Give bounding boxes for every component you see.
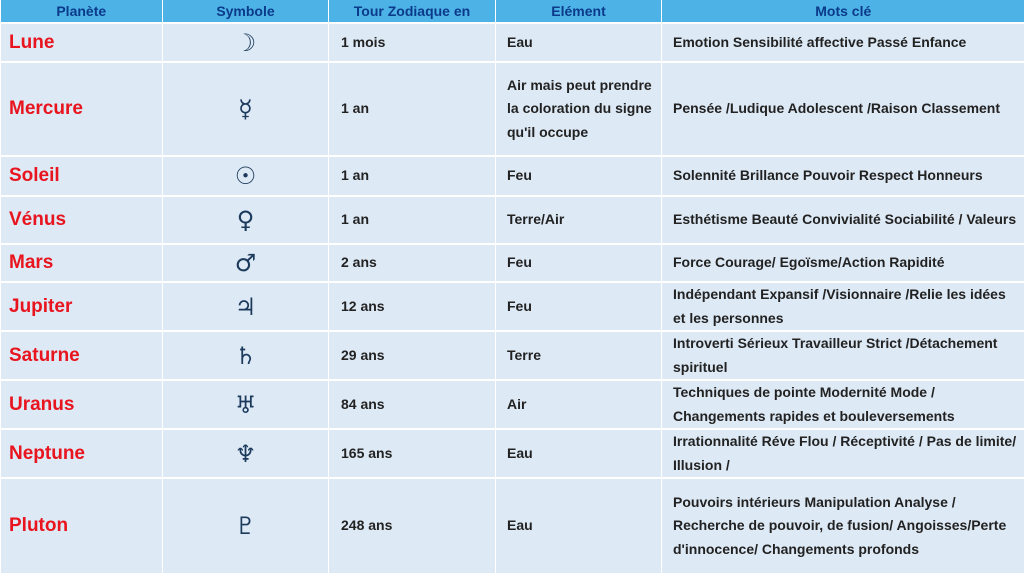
table-row [1,23,1024,62]
table-row [1,244,1024,282]
table-row [1,156,1024,196]
uranus-icon: ♅ [163,380,329,429]
element: Terre/Air [496,196,662,244]
orbit-period: 1 mois [329,23,496,62]
element: Feu [496,244,662,282]
element: Terre [496,331,662,380]
planet-name: Mars [1,244,163,282]
orbit-period: 1 an [329,156,496,196]
element: Feu [496,156,662,196]
moon-icon: ☽ [163,23,329,62]
table-row [1,196,1024,244]
table-row [1,429,1024,478]
keywords: Indépendant Expansif /Visionnaire /Relie les idées et les personnes [662,282,1024,331]
mars-icon: ♂ [163,244,329,282]
keywords: Irrationnalité Réve Flou / Réceptivité / Pas de limite/ Illusion / [662,429,1024,478]
orbit-period: 84 ans [329,380,496,429]
planet-name: Uranus [1,380,163,429]
planet-name: Lune [1,23,163,62]
header-element: Elément [496,0,662,23]
planet-name: Mercure [1,62,163,156]
table-row [1,331,1024,380]
pluto-icon: ♇ [163,478,329,573]
header-period: Tour Zodiaque en [329,0,496,23]
planet-name: Saturne [1,331,163,380]
element: Eau [496,23,662,62]
header-row [1,0,1024,23]
element: Feu [496,282,662,331]
planet-name: Jupiter [1,282,163,331]
planet-name: Pluton [1,478,163,573]
jupiter-icon: ♃ [163,282,329,331]
venus-icon: ♀ [163,196,329,244]
header-symbol: Symbole [163,0,329,23]
orbit-period: 248 ans [329,478,496,573]
keywords: Force Courage/ Egoïsme/Action Rapidité [662,244,1024,282]
element: Eau [496,429,662,478]
table-row [1,62,1024,156]
element: Eau [496,478,662,573]
mercury-icon: ☿ [163,62,329,156]
table-row [1,478,1024,573]
orbit-period: 165 ans [329,429,496,478]
header-planet: Planète [1,0,163,23]
keywords: Esthétisme Beauté Convivialité Sociabilité / Valeurs [662,196,1024,244]
element: Air [496,380,662,429]
table-row [1,282,1024,331]
saturn-icon: ♄ [163,331,329,380]
planet-name: Neptune [1,429,163,478]
planet-name: Vénus [1,196,163,244]
keywords: Emotion Sensibilité affective Passé Enfance [662,23,1024,62]
sun-icon: ☉ [163,156,329,196]
element: Air mais peut prendre la coloration du signe qu'il occupe [496,62,662,156]
orbit-period: 29 ans [329,331,496,380]
orbit-period: 2 ans [329,244,496,282]
keywords: Introverti Sérieux Travailleur Strict /Détachement spirituel [662,331,1024,380]
header-keywords: Mots clé [662,0,1024,23]
keywords: Techniques de pointe Modernité Mode / Changements rapides et bouleversements [662,380,1024,429]
keywords: Solennité Brillance Pouvoir Respect Honneurs [662,156,1024,196]
neptune-icon: ♆ [163,429,329,478]
keywords: Pensée /Ludique Adolescent /Raison Classement [662,62,1024,156]
orbit-period: 1 an [329,196,496,244]
orbit-period: 12 ans [329,282,496,331]
orbit-period: 1 an [329,62,496,156]
keywords: Pouvoirs intérieurs Manipulation Analyse / Recherche de pouvoir, de fusion/ Angoisses/Perte d'innocence/ Changements profonds [662,478,1024,573]
planet-name: Soleil [1,156,163,196]
table-row [1,380,1024,429]
